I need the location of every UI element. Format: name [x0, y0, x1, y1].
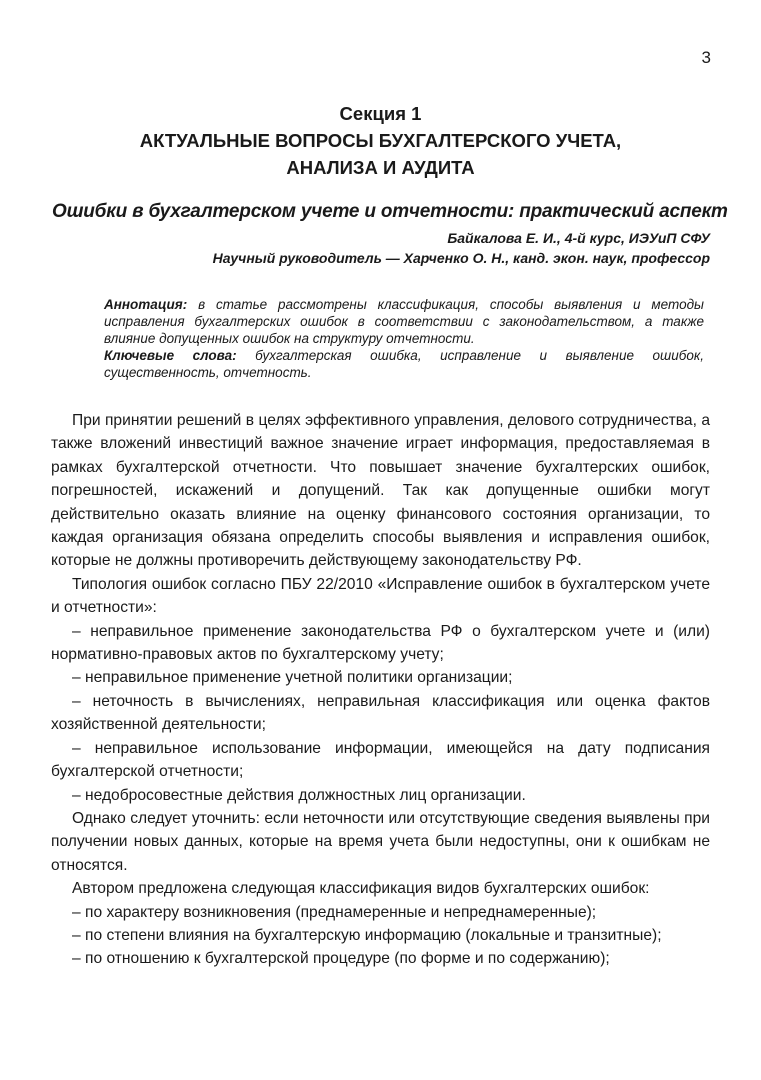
body-list-item: – недобросовестные действия должностных лиц организации. — [72, 786, 526, 804]
article-title: Ошибки в бухгалтерском учете и отчетности: практический аспект — [52, 201, 728, 222]
annotation — [104, 296, 704, 347]
body-list-item: – неправильное использование информации, имеющейся на дату подписания бухгалтерской отчетности; — [51, 739, 710, 781]
article-author: Байкалова Е. И., 4-й курс, ИЭУиП СФУ — [447, 230, 710, 246]
keywords — [104, 347, 704, 381]
body-list-item: – неправильное применение законодательства РФ о бухгалтерском учете и (или) нормативно-правовых актов по бухгалтерскому учету; — [51, 622, 710, 664]
keywords-label: Ключевые слова: — [104, 348, 237, 363]
body-text — [51, 409, 710, 971]
body-paragraph: При принятии решений в целях эффективного управления, делового сотрудничества, а также вложений инвестиций важное значение играет информация, предоставляемая в рамках бухгалтерской отчетности. Что повышает значение бухгалтерских ошибок, погрешностей, искажений и допущений. Так как допущенные ошибки могут действительно оказать влияние на оценку финансового состояния организации, то каждая организация обязана определить способы выявления и исправления ошибок, которые не должны противоречить действующему законодательству РФ. — [51, 412, 710, 570]
page-number: 3 — [701, 48, 711, 67]
body-list-item: – по степени влияния на бухгалтерскую информацию (локальные и транзитные); — [72, 926, 662, 944]
section-label: Секция 1 — [339, 103, 422, 124]
section-title-line-2: АНАЛИЗА И АУДИТА — [286, 157, 475, 178]
body-list-item: – по отношению к бухгалтерской процедуре (по форме и по содержанию); — [72, 950, 610, 968]
body-paragraph: Автором предложена следующая классификация видов бухгалтерских ошибок: — [72, 880, 650, 898]
body-list-item: – неправильное применение учетной политики организации; — [72, 669, 513, 687]
body-paragraph: Однако следует уточнить: если неточности или отсутствующие сведения выявлены при получении новых данных, которые на время учета были недоступны, они к ошибкам не относятся. — [51, 809, 710, 874]
body-list-item: – неточность в вычислениях, неправильная классификация или оценка фактов хозяйственной деятельности; — [51, 692, 710, 734]
article-supervisor: Научный руководитель — Харченко О. Н., канд. экон. наук, профессор — [212, 250, 710, 266]
annotation-text: в статье рассмотрены классификация, способы выявления и методы исправления бухгалтерских ошибок в соответствии с законодательством, а также влияние допущенных ошибок на структуру отчетности. — [104, 297, 704, 346]
abstract-block — [104, 296, 704, 381]
section-heading — [0, 100, 761, 181]
body-list-item: – по характеру возникновения (преднамеренные и непреднамеренные); — [72, 903, 597, 921]
keywords-text: бухгалтерская ошибка, исправление и выявление ошибок, существенность, отчетность. — [104, 348, 704, 380]
body-paragraph: Типология ошибок согласно ПБУ 22/2010 «Исправление ошибок в бухгалтерском учете и отчетности»: — [51, 575, 710, 617]
annotation-label: Аннотация: — [104, 297, 188, 312]
section-title-line-1: АКТУАЛЬНЫЕ ВОПРОСЫ БУХГАЛТЕРСКОГО УЧЕТА, — [139, 130, 622, 151]
